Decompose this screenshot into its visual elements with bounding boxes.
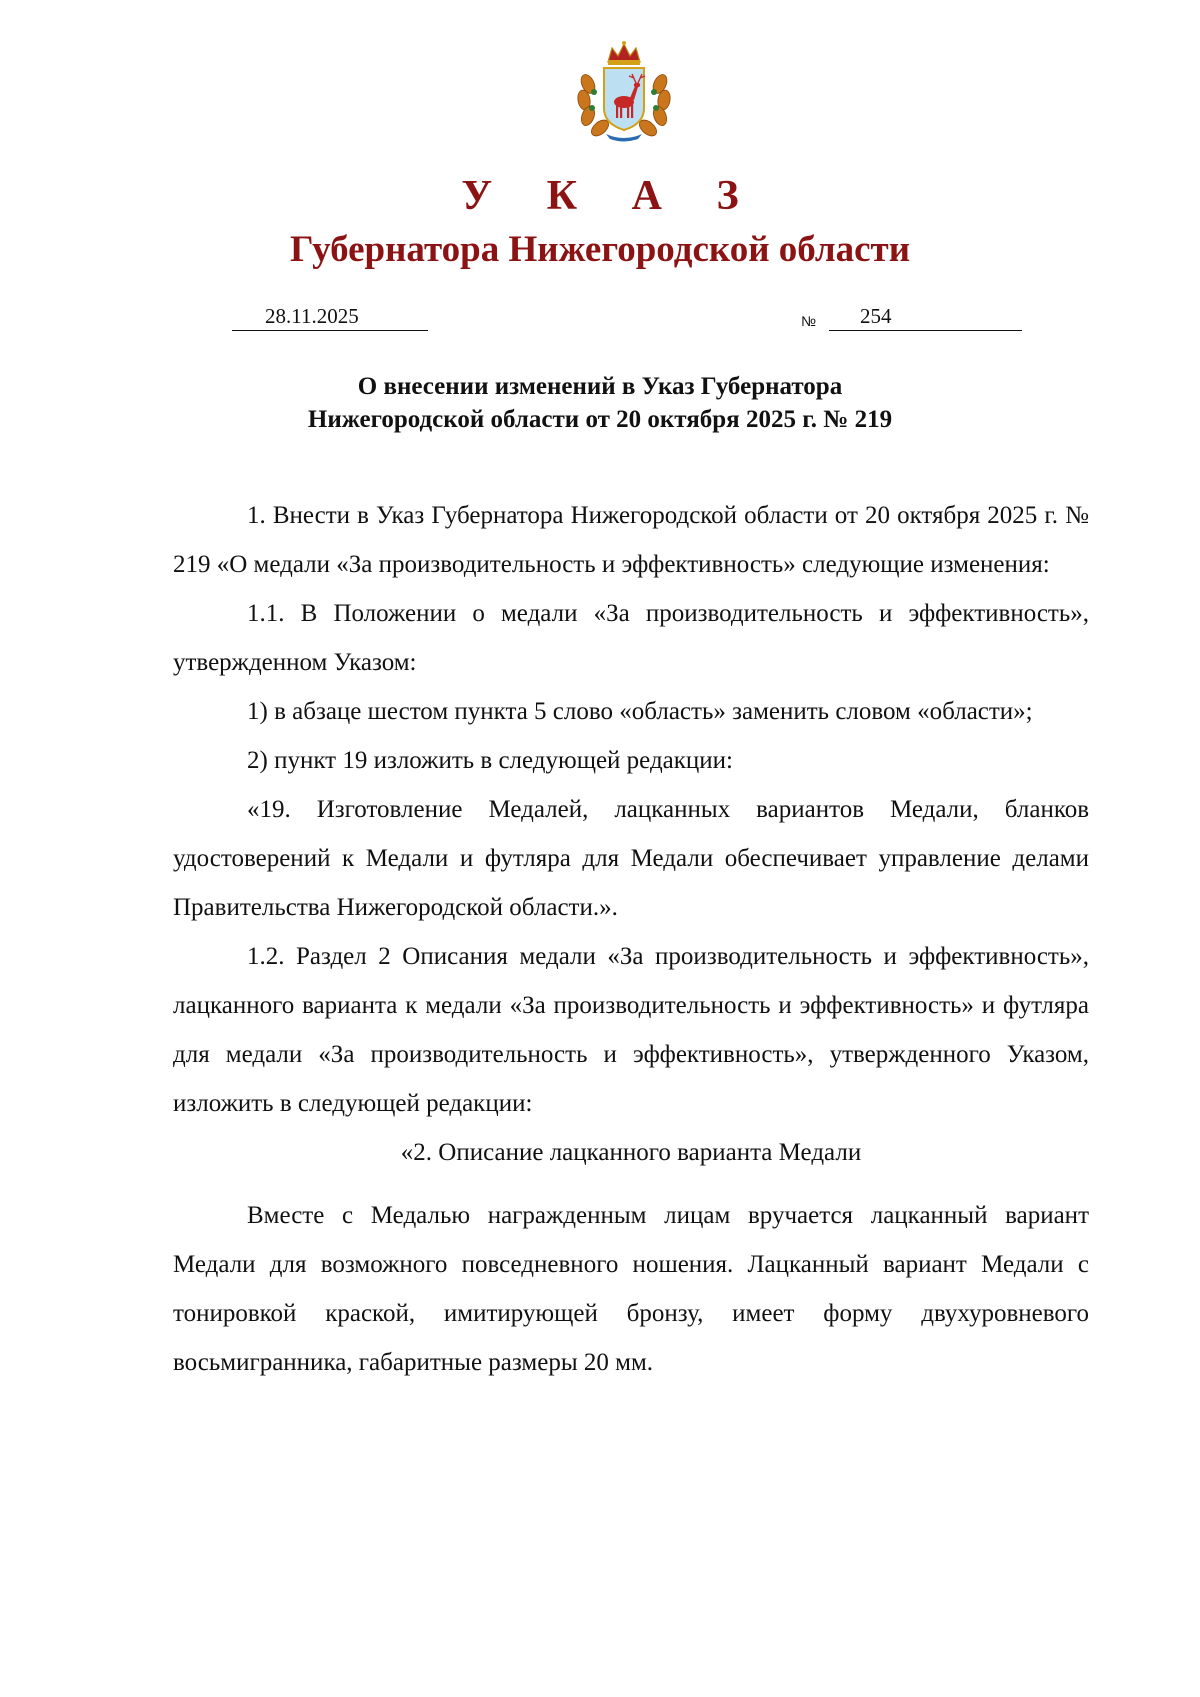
number-sign: № — [801, 313, 817, 329]
document-title: У К А З — [461, 173, 761, 219]
subject-line-1: О внесении изменений в Указ Губернатора — [357, 373, 843, 400]
document-body — [173, 491, 1089, 1387]
document-number: 254 — [860, 304, 892, 328]
number-underline — [829, 304, 1022, 331]
paragraph-1-1: 1.1. В Положении о медали «За производительность и эффективность», утвержденном Указом: — [173, 600, 1089, 676]
paragraph-item-1: 1) в абзаце шестом пункта 5 слово «область» заменить словом «области»; — [247, 698, 1033, 725]
paragraph-1-2: 1.2. Раздел 2 Описания медали «За производительность и эффективность», лацканного варианта к медали «За производительность и эффективность» и футляра для медали «За производительность и эффективность», утвержденного Указом, изложить в следующей редакции: — [173, 943, 1089, 1117]
document-subject — [0, 370, 1200, 436]
document-date: 28.11.2025 — [265, 304, 359, 328]
paragraph-1: 1. Внести в Указ Губернатора Нижегородской области от 20 октября 2025 г. № 219 «О медали «За производительность и эффективность» следующие изменения: — [173, 502, 1089, 578]
subject-line-2: Нижегородской области от 20 октября 2025 г. № 219 — [307, 406, 893, 433]
paragraph-item-2: 2) пункт 19 изложить в следующей редакции: — [247, 747, 733, 774]
coat-of-arms-icon — [572, 40, 676, 144]
paragraph-quote-19: «19. Изготовление Медалей, лацканных вариантов Медали, бланков удостоверений к Медали и футляра для Медали обеспечивает управление делами Правительства Нижегородской области.». — [173, 796, 1089, 921]
paragraph-description: Вместе с Медалью награжденным лицам вручается лацканный вариант Медали для возможного повседневного ношения. Лацканный вариант Медали с тонировкой краской, имитирующей бронзу, имеет форму двухуровневого восьмигранника, габаритные размеры 20 мм. — [173, 1202, 1089, 1376]
section-heading: «2. Описание лацканного варианта Медали — [400, 1139, 862, 1166]
document-issuer: Губернатора Нижегородской области — [289, 229, 911, 270]
